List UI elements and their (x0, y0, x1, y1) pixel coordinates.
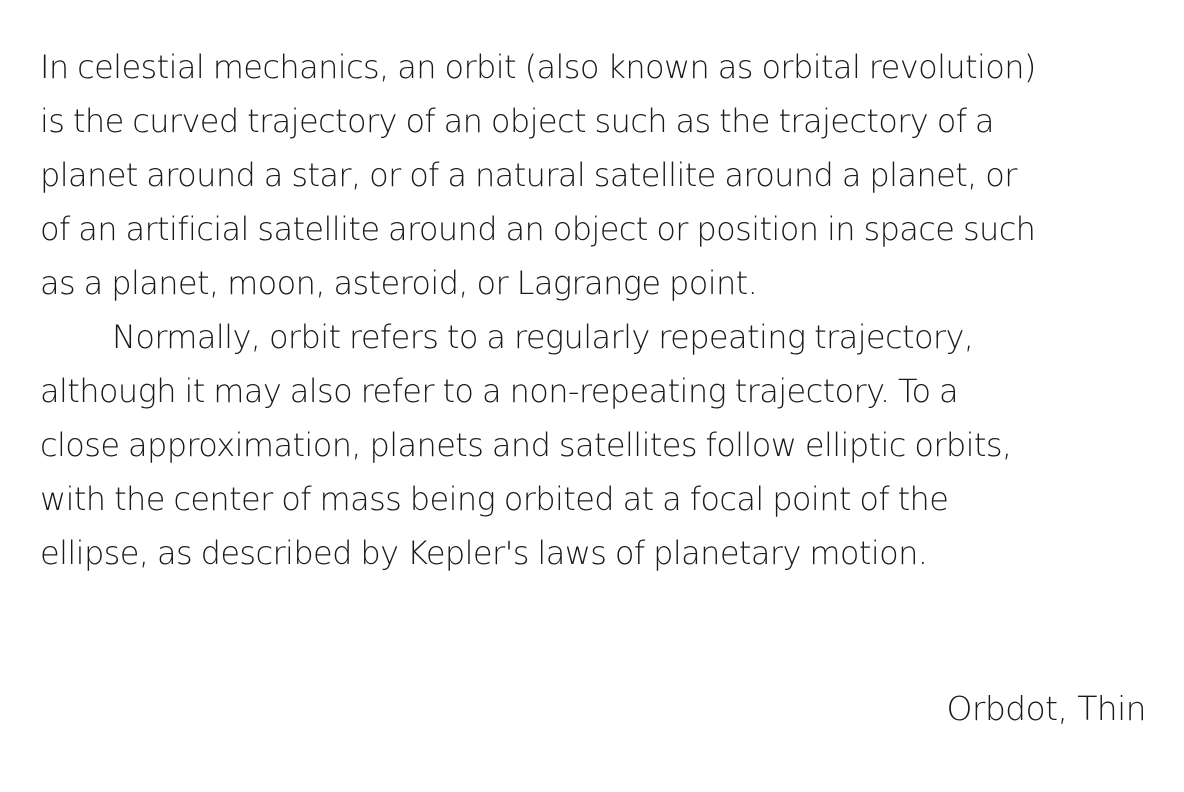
body-text (40, 40, 1150, 580)
paragraph-1-line-2: is the curved trajectory of an object such as the trajectory of a (40, 102, 994, 140)
paragraph-1-line-3: planet around a star, or of a natural satellite around a planet, or (40, 156, 1017, 194)
paragraph-2-line-4: with the center of mass being orbited at a focal point of the (40, 480, 949, 518)
paragraph-2-line-1: Normally, orbit refers to a regularly repeating trajectory, (112, 318, 974, 356)
paragraph-2-line-5: ellipse, as described by Kepler's laws of planetary motion. (40, 534, 928, 572)
paragraph-1-line-4: of an artificial satellite around an object or position in space such (40, 210, 1036, 248)
font-caption: Orbdot, Thin (946, 689, 1146, 728)
paragraph-1-line-5: as a planet, moon, asteroid, or Lagrange point. (40, 264, 758, 302)
paragraph-2-line-3: close approximation, planets and satellites follow elliptic orbits, (40, 426, 1012, 464)
paragraph-2-line-2: although it may also refer to a non-repeating trajectory. To a (40, 372, 959, 410)
paragraph-1-line-1: In celestial mechanics, an orbit (also known as orbital revolution) (40, 48, 1036, 86)
